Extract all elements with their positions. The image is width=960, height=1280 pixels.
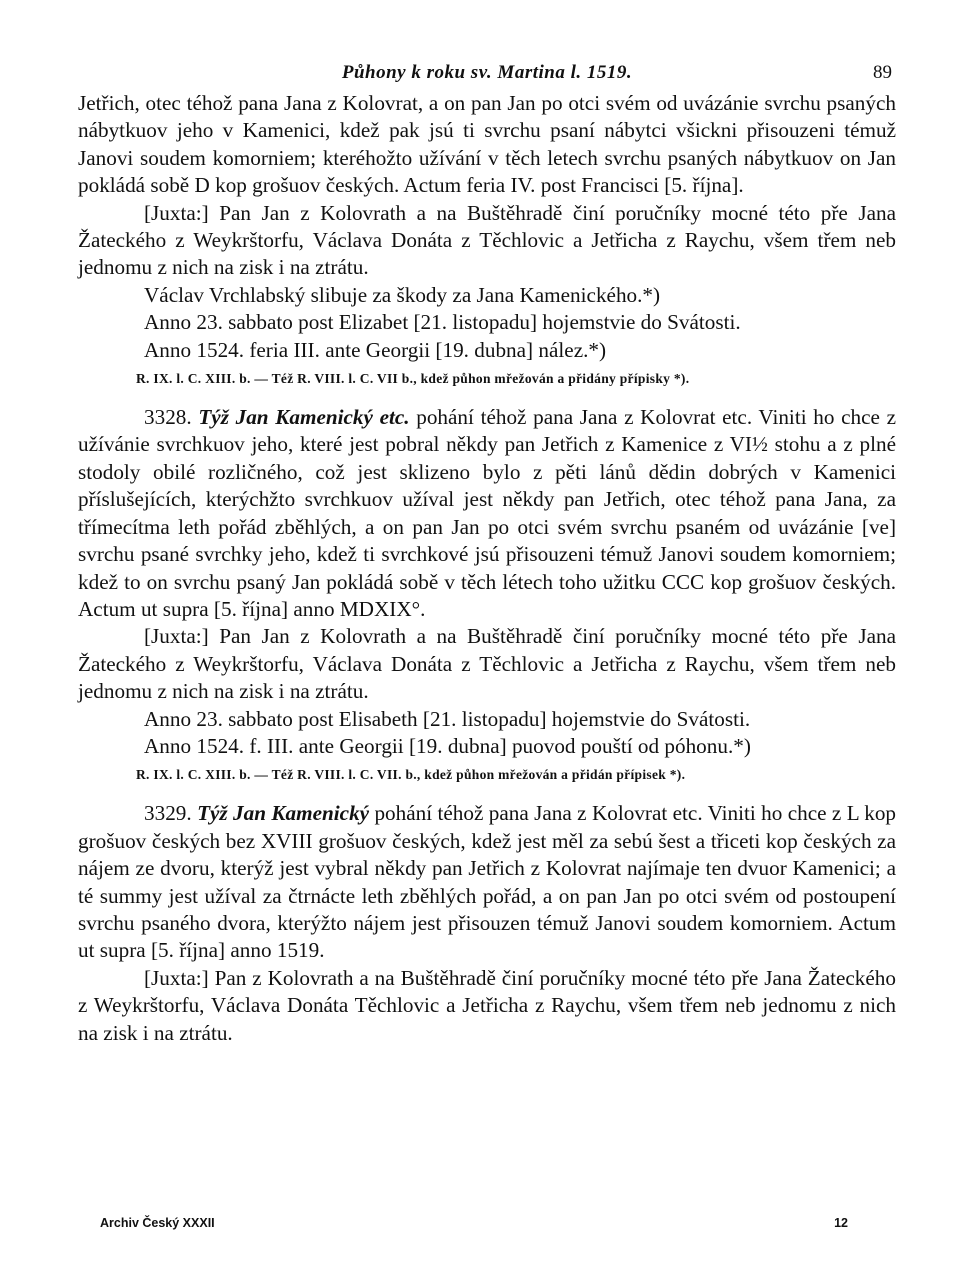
paragraph-continuation: Jetřich, otec téhož pana Jana z Kolovrat, a on pan Jan po otci svém od uvázánie svrchu psaných nábytkuov jeho v Kamenici, kdež pak jsú ti svrchu psaní nábytci všickni přisouzeni témuž Janovi soudem komorniem; kteréhožto užívání v těch letech svrchu psaných nábytkuov on Jan pokládá sobě D kop grošuov českých. Actum feria IV. post Francisci [5. října]. [78,91,896,198]
page-number: 89 [873,62,892,83]
source-note-1: R. IX. l. C. XIII. b. — Též R. VIII. l. C. VII b., kdež půhon mřežován a přidány přípisky *). [136,371,690,387]
document-page [78,56,896,1236]
body-text [78,90,896,1047]
entry-party-name: Týž Jan Kamenický etc. [198,405,410,430]
paragraph-anno-1524-b: Anno 1524. f. III. ante Georgii [19. dubna] puovod pouští od póhonu.*) [144,733,751,758]
entry-text: pohání téhož pana Jana z Kolovrat etc. Viniti ho chce z užívánie svrchkuov jeho, které jest pobral někdy pan Jetřich z Kamenice z VI½ stohu a z plné stodoly obilé rozličného, což jest sklizeno bylo z pěti lánů dědin dobrých v Kamenici příslušejících, kterýchžto svrchkuov užíval jest někdy pan Jetřich, otec téhož pana Jana, za třímecítma leth pořád zběhlých, a on pan Jan po otci svém svrchu psaném od uvázánie [ve] svrchu psané svrchky jeho, kdež ti svrchkové jsú přisouzeni témuž Janovi soudem komorniem; kdež to on svrchu psaný Jan pokládá sobě v těch létech toho užitku CCC kop grošuov českých. Actum ut supra [5. října] anno MDXIX°. [78,405,896,621]
entry-3328 [78,404,896,623]
running-head [78,56,896,90]
page-footer [78,1212,896,1236]
entry-party-name: Týž Jan Kamenický [197,801,370,826]
paragraph-anno-1524-a: Anno 1524. feria III. ante Georgii [19. dubna] nález.*) [144,337,607,362]
paragraph-anno-23-b: Anno 23. sabbato post Elisabeth [21. listopadu] hojemstvie do Svátosti. [144,706,751,731]
paragraph-juxta-1: [Juxta:] Pan Jan z Kolovrath a na Buštěhradě činí poručníky mocné této pře Jana Žateckého z Weykrštorfu, Václava Donáta z Těchlovic a Jetřicha z Raychu, všem třem neb jednomu z nich na zisk i na ztrátu. [78,200,896,280]
paragraph-juxta-3: [Juxta:] Pan z Kolovrath a na Buštěhradě činí poručníky mocné této pře Jana Žateckého z Weykrštorfu, Václava Donáta Těchlovic a Jetřicha z Raychu, všem třem neb jednomu z nich na zisk i na ztrátu. [78,965,896,1045]
footer-signature-mark: 12 [834,1216,848,1230]
entry-number: 3329. [144,801,192,826]
paragraph-juxta-2: [Juxta:] Pan Jan z Kolovrath a na Buštěhradě činí poručníky mocné této pře Jana Žateckého z Weykrštorfu, Václava Donáta z Těchlovic a Jetřicha z Raychu, všem třem neb jednomu z nich na zisk i na ztrátu. [78,624,896,704]
entry-number: 3328. [144,405,192,430]
entry-3329 [78,800,896,964]
source-note-2: R. IX. l. C. XIII. b. — Též R. VIII. l. C. VII. b., kdež půhon mřežován a přidán přípisek *). [136,767,686,783]
footer-series-title: Archiv Český XXXII [100,1216,215,1230]
paragraph-anno-23-a: Anno 23. sabbato post Elizabet [21. listopadu] hojemstvie do Svátosti. [144,310,741,335]
running-title: Půhony k roku sv. Martina l. 1519. [341,62,633,83]
paragraph-guarantor: Václav Vrchlabský slibuje za škody za Jana Kamenického.*) [144,282,661,307]
entry-text: pohání téhož pana Jana z Kolovrat etc. Viniti ho chce z L kop grošuov českých bez XVIII grošuov českých, kdež jest měl za sebú šest a třiceti kop českých za nájem ze dvoru, kterýž jest vybral někdy pan Jetřich z Kolovrat najímaje ten dvuor Kamenici; a té summy jest užíval za čtrnácte leth zběhlých pořád, a on pan Jan po otci svém od postoupení svrchu psaného dvora, kterýžto nájem jest přisouzen témuž Janovi soudem komorniem. Actum ut supra [5. října] anno 1519. [78,801,897,963]
